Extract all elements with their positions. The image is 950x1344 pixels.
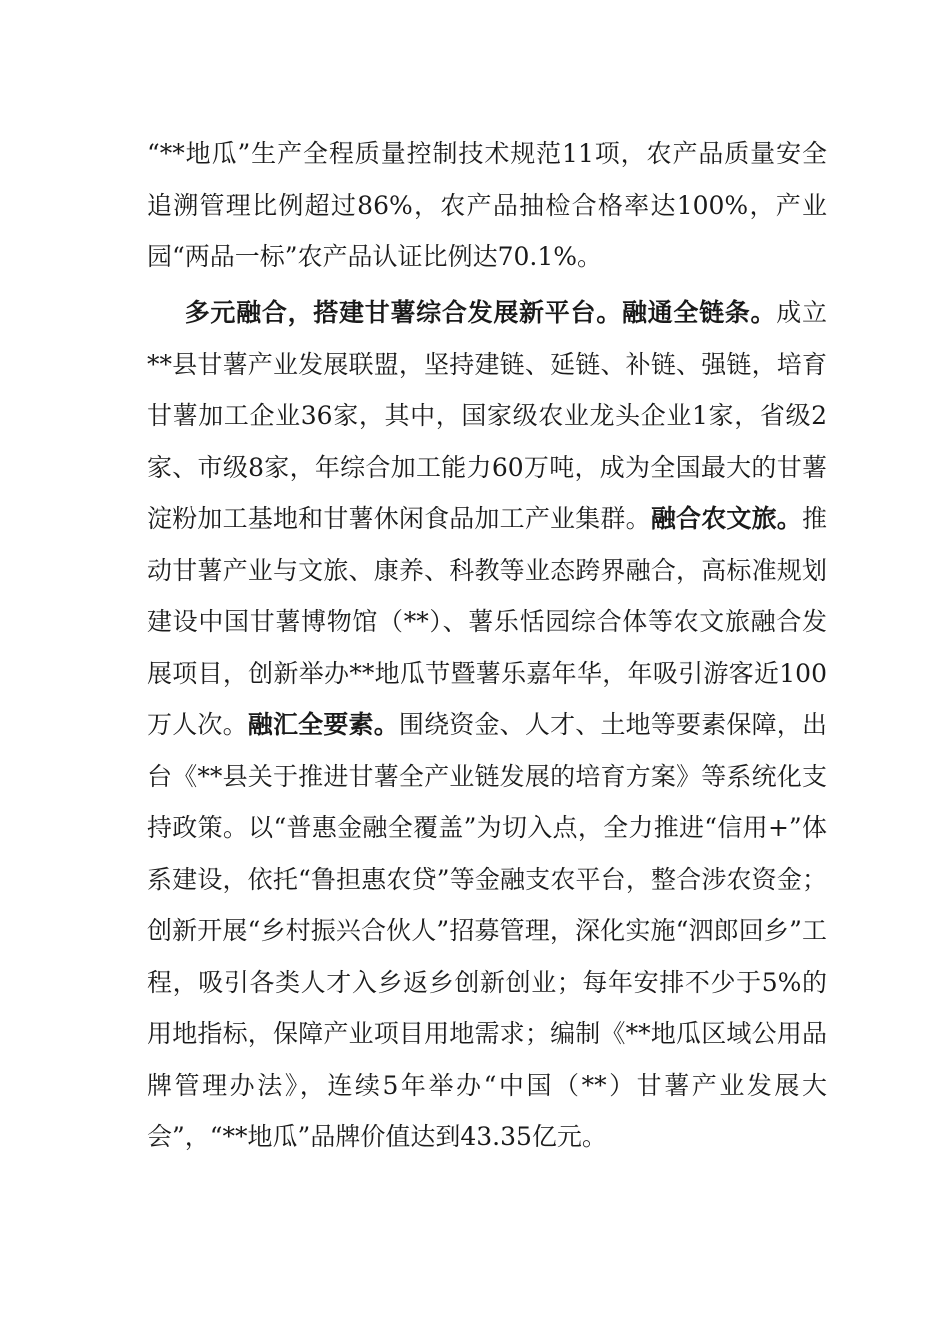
paragraph-multi-integration	[147, 287, 827, 1163]
subsection-text-tourism: 推动甘薯产业与文旅、康养、科教等业态跨界融合，高标准规划建设中国甘薯博物馆（**）、薯乐恬园综合体等农文旅融合发展项目，创新举办**地瓜节暨薯乐嘉年华，年吸引游客近100万人次。	[147, 504, 827, 739]
subsection-text-chain: 成立**县甘薯产业发展联盟，坚持建链、延链、补链、强链，培育甘薯加工企业36家，其中，国家级农业龙头企业1家，省级2家、市级8家，年综合加工能力60万吨，成为全国最大的甘薯淀粉加工基地和甘薯休闲食品加工产业集群。	[147, 298, 827, 533]
subsection-title-tourism: 融合农文旅。	[650, 504, 802, 533]
paragraph-body	[147, 287, 827, 1163]
paragraph-text: “**地瓜”生产全程质量控制技术规范11项，农产品质量安全追溯管理比例超过86%，农产品抽检合格率达100%，产业园“两品一标”农产品认证比例达70.1%。	[147, 139, 827, 271]
subsection-title-factors: 融汇全要素。	[247, 710, 399, 739]
subsection-title-chain: 融通全链条。	[621, 298, 777, 327]
section-heading: 多元融合，搭建甘薯综合发展新平台。	[184, 298, 622, 327]
subsection-text-factors: 围绕资金、人才、土地等要素保障，出台《**县关于推进甘薯全产业链发展的培育方案》等系统化支持政策。以“普惠金融全覆盖”为切入点，全力推进“信用+”体系建设，依托“鲁担惠农贷”等金融支农平台，整合涉农资金；创新开展“乡村振兴合伙人”招募管理，深化实施“泗郎回乡”工程，吸引各类人才入乡返乡创新创业；每年安排不少于5%的用地指标，保障产业项目用地需求；编制《**地瓜区域公用品牌管理办法》，连续5年举办“中国（**）甘薯产业发展大会”，“**地瓜”品牌价值达到43.35亿元。	[147, 710, 827, 1151]
paragraph-quality-control	[147, 128, 827, 283]
